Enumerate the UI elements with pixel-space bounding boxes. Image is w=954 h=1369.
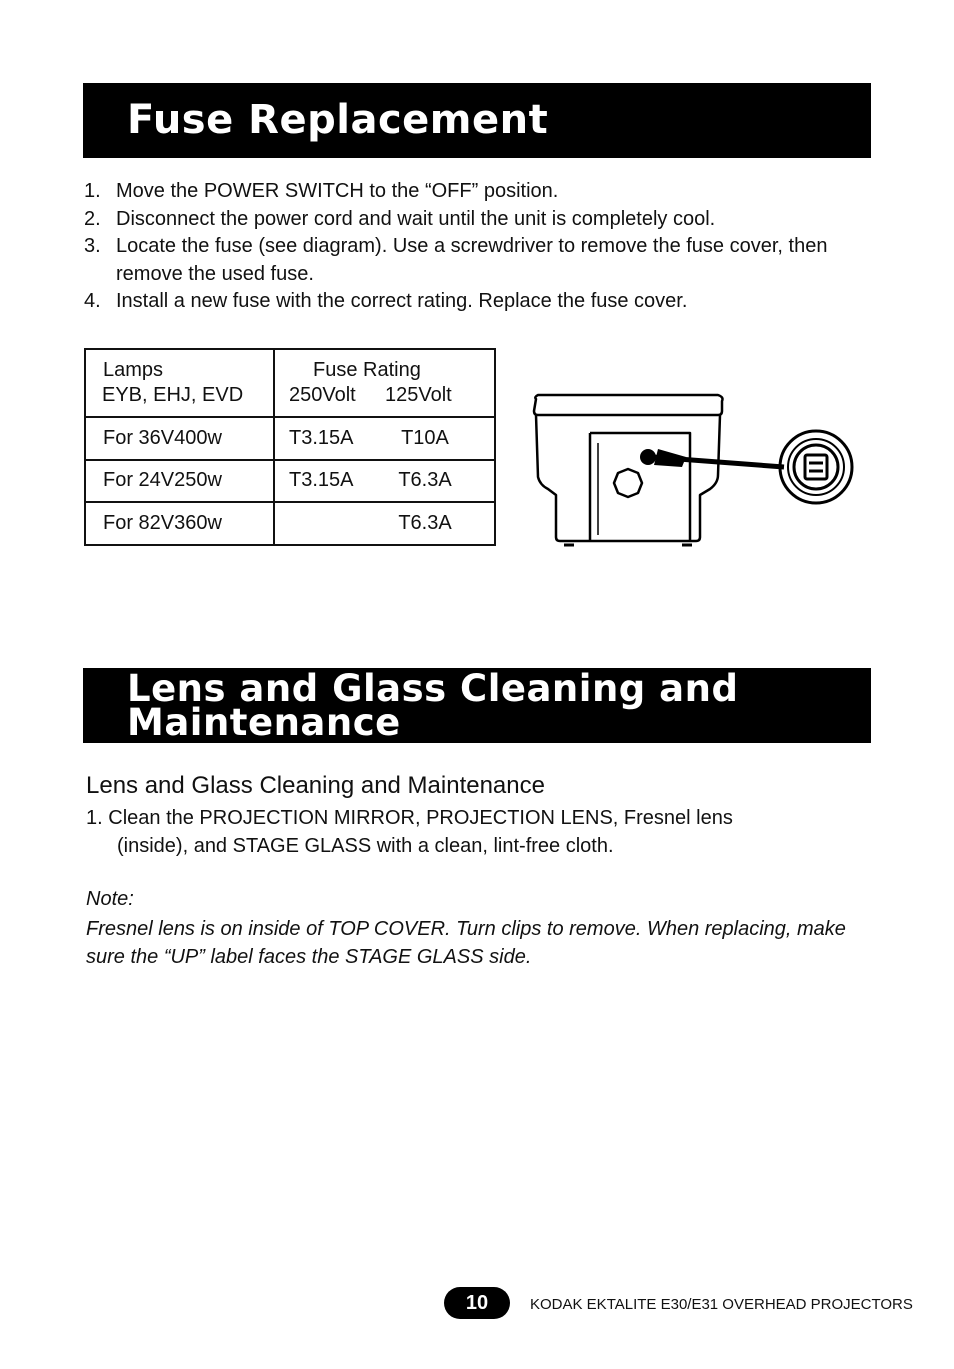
step-text: Disconnect the power cord and wait until the unit is completely cool.: [116, 207, 716, 230]
table-row: [85, 502, 495, 545]
fuse-section-title: Fuse Replacement: [127, 97, 549, 143]
page-number-badge: 10: [444, 1287, 510, 1319]
step-text: Locate the fuse (see diagram). Use a screwdriver to remove the fuse cover, then remove the used fuse.: [116, 235, 828, 285]
lamp-cell: For 36V400w: [85, 417, 274, 460]
rating-cell: [274, 460, 495, 503]
lens-section-banner: [83, 668, 871, 743]
table-header-row: [85, 349, 495, 417]
note-text: Fresnel lens is on inside of TOP COVER. Turn clips to remove. When replacing, make sure the “UP” label faces the STAGE GLASS side.: [86, 918, 846, 968]
lamp-cell: For 82V360w: [85, 502, 274, 545]
lens-section-title: [127, 667, 871, 744]
rating-125: T6.3A: [398, 512, 452, 535]
lamp-types: EYB, EHJ, EVD: [102, 384, 244, 406]
rating-250: T3.15A: [289, 469, 354, 492]
step-number: 2.: [84, 207, 101, 230]
lens-step-1: [86, 804, 866, 860]
step-text: Move the POWER SWITCH to the “OFF” position.: [116, 180, 559, 202]
lens-title-line1: Lens and Glass Cleaning and: [127, 667, 739, 710]
list-item: [84, 206, 854, 234]
rating-cell: [274, 502, 495, 545]
fuse-location-diagram: [526, 385, 866, 550]
list-item: [84, 178, 854, 206]
lamp-cell: For 24V250w: [85, 460, 274, 503]
rating-125: T6.3A: [398, 469, 452, 492]
list-item: [84, 233, 854, 288]
fuse-rating-label: Fuse Rating: [313, 359, 421, 381]
step-number: 3.: [84, 235, 101, 257]
table-row: [85, 417, 495, 460]
step-text-line2: (inside), and STAGE GLASS with a clean, lint-free cloth.: [117, 835, 614, 857]
step-text: Install a new fuse with the correct rating. Replace the fuse cover.: [116, 290, 688, 312]
power-switch-shape: [614, 469, 642, 497]
fuse-steps-list: [84, 178, 854, 316]
rating-cell: [274, 417, 495, 460]
lamps-header-cell: [85, 349, 274, 417]
lamps-label: Lamps: [103, 359, 164, 381]
rating-250: T3.15A: [289, 426, 354, 449]
list-item: [84, 288, 854, 316]
col-250-label: 250Volt: [289, 384, 356, 406]
step-text-line1: Clean the PROJECTION MIRROR, PROJECTION LENS, Fresnel lens: [108, 807, 733, 829]
step-number: 1.: [84, 180, 101, 202]
fuse-section-banner: [83, 83, 871, 158]
fuse-rating-table: [84, 348, 496, 546]
rating-125: T10A: [401, 426, 449, 449]
step-number: 1.: [86, 807, 103, 829]
lens-title-line2: Maintenance: [127, 701, 401, 744]
footer-text: KODAK EKTALITE E30/E31 OVERHEAD PROJECTORS: [530, 1296, 913, 1313]
note-label: Note:: [86, 888, 134, 910]
table-row: [85, 460, 495, 503]
fuse-rating-header-cell: [274, 349, 495, 417]
lens-subheading: Lens and Glass Cleaning and Maintenance: [86, 772, 545, 799]
projector-top-cover: [534, 395, 723, 415]
fuse-holder-closeup: [780, 431, 852, 503]
col-125-label: 125Volt: [385, 384, 452, 406]
step-number: 4.: [84, 290, 101, 312]
